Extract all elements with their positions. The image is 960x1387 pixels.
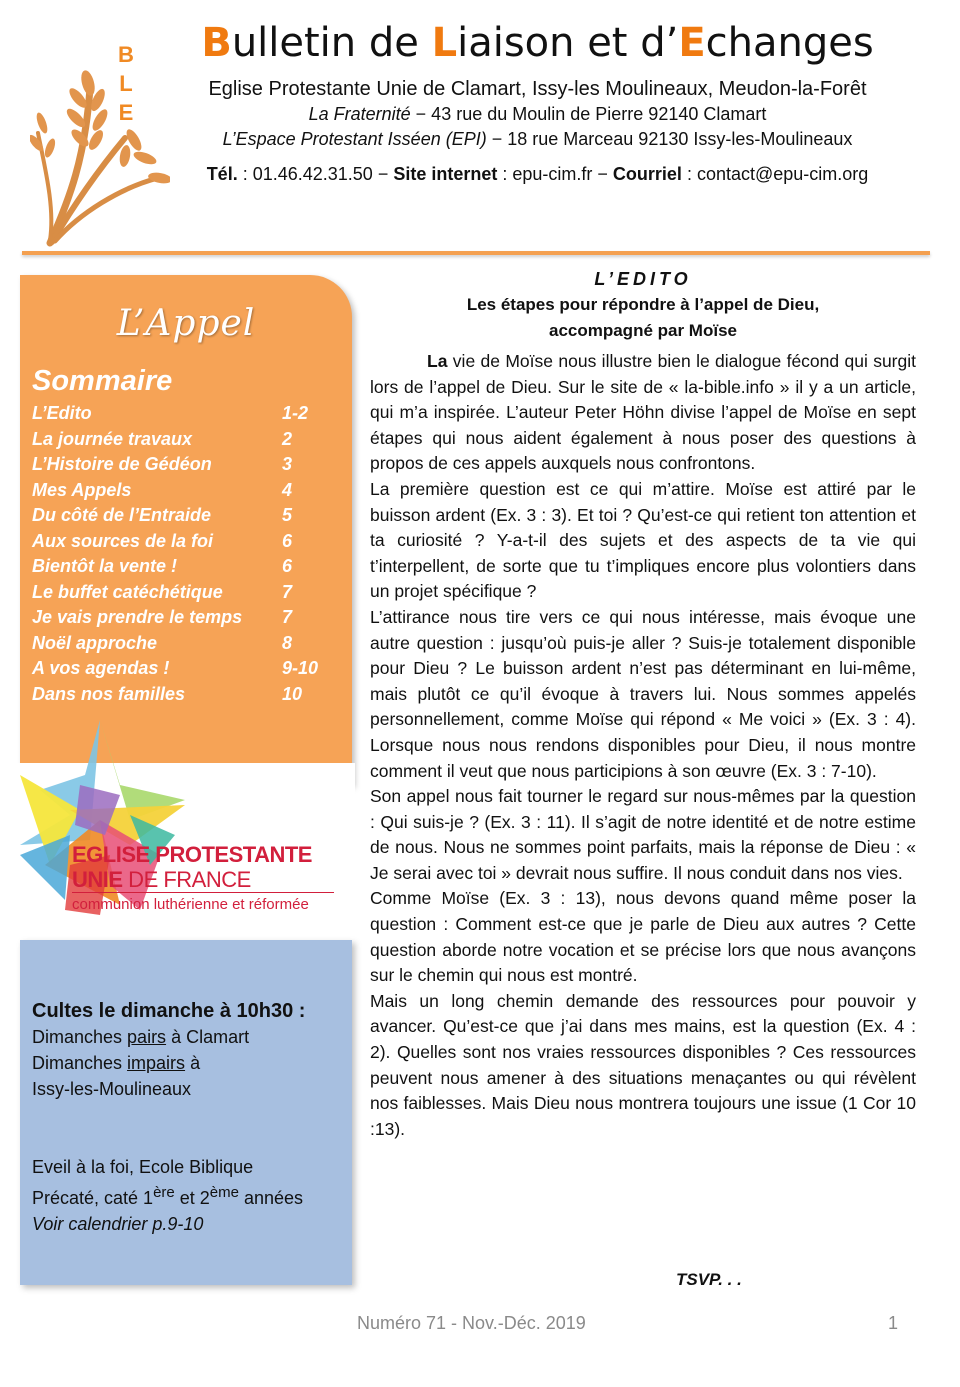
masthead <box>155 20 920 186</box>
cultes-text: pairs <box>127 1027 167 1047</box>
church-name: Eglise Protestante Unie de Clamart, Issy-les Moulineaux, Meudon-la-Forêt <box>208 78 867 100</box>
cultes-text: années <box>238 1188 304 1208</box>
toc-page: 6 <box>282 556 293 576</box>
cultes-line <box>32 1211 342 1237</box>
edito-body <box>370 349 916 1142</box>
ble-letters <box>118 40 134 127</box>
address-detail: − 18 rue Marceau 92130 Issy-les-Moulineaux <box>486 129 853 149</box>
spacer <box>32 1102 342 1154</box>
lead-word: La <box>427 351 448 371</box>
address-name: La Fraternité <box>308 104 411 124</box>
epu-line2 <box>72 867 334 892</box>
list-item <box>32 554 332 580</box>
toc-page: 10 <box>282 683 303 704</box>
edito-kicker: L’EDITO <box>594 269 692 289</box>
edito-headline: accompagné par Moïse <box>548 321 737 340</box>
paragraph: Comme Moïse (Ex. 3 : 13), nous devons quand même poser la question : Comment est-ce que je parle de Dieu aux autres ? Cette question aborde notre vocation et se précise lors que nous avançons sur le chemin qui nous est montré. <box>370 888 916 986</box>
list-item <box>32 427 332 453</box>
list-item <box>32 503 332 529</box>
list-item <box>32 631 332 657</box>
cultes-text: à Clamart <box>166 1027 250 1047</box>
toc-page: 8 <box>282 632 293 653</box>
cultes-line: Eveil à la foi, Ecole Biblique <box>32 1157 254 1177</box>
list-item <box>32 656 332 682</box>
toc-label: Noël approche <box>32 632 158 653</box>
sommaire-panel <box>20 275 352 785</box>
bulletin-title <box>155 20 920 66</box>
paragraph-text: vie de Moïse nous illustre bien le dialogue fécond qui surgit lors de l’appel de Dieu. Sur le site de « la-bible.info » il y a un article, qui m’a inspirée. L’auteur Peter Höhn divise l’appel de Moïse en sept étapes qui nous aident également à nous poser des questions à propos de ces appels auxquels nous confrontons. <box>370 351 916 474</box>
list-item <box>32 605 332 631</box>
toc-page: 6 <box>282 530 293 551</box>
cultes-line <box>32 1050 342 1076</box>
paragraph: La première question est ce qui m’attire. Moïse est attiré par le buisson ardent (Ex. 3 : 3). Et toi ? Qu’est-ce qui retient ton attention et ta curiosité ? Y-a-t-il des sujets et des aspects de ta vie qui t’interpellent, de sorte que tu t’impliques encore plus volontiers dans un projet spécifique ? <box>370 478 916 602</box>
list-item <box>32 580 332 606</box>
toc-page: 7 <box>282 607 293 627</box>
mail-label: Courriel <box>612 164 682 184</box>
paragraph: L’attirance nous tire vers ce qui nous intéresse, mais évoque une autre question : jusqu’où puis-je aller ? Suis-je totalement disponible pour Dieu ? Le buisson ardent n’est pas déterminant en lui-même, mais plutôt ce qu’il évoque à travers lui. Nous sommes appelés personnellement, comme Moïse qui répond « Me voici » (Ex. 3 : 4). Lorsque nous nous rendons disponibles pour Dieu, il nous montre comment il veut que nous participions à son œuvre (Ex. 3 : 7-10). <box>370 606 916 781</box>
tel-label: Tél. <box>206 164 238 184</box>
title-part: E <box>678 20 706 66</box>
edito-header <box>370 266 916 344</box>
cultes-sup: ème <box>209 1184 239 1201</box>
list-item <box>32 682 332 708</box>
edito-headline: Les étapes pour répondre à l’appel de Dieu, <box>466 295 820 314</box>
epu-line1: EGLISE PROTESTANTE <box>72 842 312 867</box>
ble-letter: E <box>118 100 134 125</box>
toc-label: L’Histoire de Gédéon <box>32 454 212 474</box>
toc-page: 1-2 <box>282 403 309 423</box>
cultes-heading: Cultes le dimanche à 10h30 : <box>32 1000 306 1022</box>
toc-page: 9-10 <box>282 658 319 678</box>
header-divider <box>22 251 930 255</box>
title-part: B <box>201 20 232 66</box>
epu-de-france: DE FRANCE <box>122 867 251 892</box>
list-item <box>32 452 332 478</box>
toc-label: Je vais prendre le temps <box>32 607 243 627</box>
cultes-text: et 2 <box>174 1188 210 1208</box>
cultes-text: Dimanches <box>32 1053 128 1073</box>
epu-unie: UNIE <box>72 867 123 892</box>
epu-tagline: communion luthérienne et réformée <box>72 892 334 916</box>
cultes-text: Précaté, caté 1 <box>32 1188 154 1208</box>
issue-theme-title: L’Appel <box>116 303 256 344</box>
turn-page-note: TSVP. . . <box>676 1270 742 1289</box>
toc-page: 3 <box>282 454 293 474</box>
cultes-line <box>32 1180 342 1211</box>
toc-page: 4 <box>282 479 293 500</box>
toc-label: Bientôt la vente ! <box>32 556 178 576</box>
edito-article <box>370 266 916 1142</box>
cultes-sup: ère <box>153 1184 175 1201</box>
title-part: iaison et d’ <box>457 20 679 66</box>
title-part: changes <box>705 20 874 66</box>
toc-label: La journée travaux <box>32 428 193 449</box>
title-part: ulletin de <box>231 20 432 66</box>
list-item <box>32 529 332 555</box>
toc-label: Du côté de l’Entraide <box>32 505 212 525</box>
list-item <box>32 401 332 427</box>
sommaire-list <box>32 401 332 707</box>
tel-value: : 01.46.42.31.50 − <box>237 164 394 184</box>
toc-page: 5 <box>282 505 293 525</box>
contact-line <box>155 162 920 186</box>
cultes-panel <box>20 940 352 1285</box>
address-fraternite <box>155 102 920 127</box>
paragraph <box>370 349 916 477</box>
cultes-text: Dimanches <box>32 1027 128 1047</box>
mail-value: : contact@epu-cim.org <box>681 164 869 184</box>
address-detail: − 43 rue du Moulin de Pierre 92140 Clamart <box>410 104 767 124</box>
cultes-line <box>32 1024 342 1050</box>
address-name: L’Espace Protestant Isséen (EPI) <box>222 129 487 149</box>
title-part: L <box>431 20 458 66</box>
toc-label: Aux sources de la foi <box>32 530 214 551</box>
toc-page: 7 <box>282 581 293 602</box>
cultes-content <box>32 998 342 1237</box>
address-epi <box>155 127 920 152</box>
page-number: 1 <box>888 1313 899 1333</box>
toc-label: Le buffet catéchétique <box>32 581 223 602</box>
cultes-line: Issy-les-Moulineaux <box>32 1079 192 1099</box>
paragraph: Son appel nous fait tourner le regard sur nous-mêmes par la question : Qui suis-je ? (Ex. 3 : 11). Il s’agit de notre identité et de notre estime de nous. Nous ne sommes point parfaits, mais la réponse de Dieu : « Je serai avec toi » devrait nous suffire. Il nous conduit dans nos vies. <box>370 786 916 883</box>
cultes-text: Voir calendrier p.9-10 <box>32 1214 204 1234</box>
toc-label: L’Edito <box>32 403 92 423</box>
epu-wordmark <box>72 842 334 916</box>
site-value: : epu-cim.fr − <box>497 164 613 184</box>
toc-page: 2 <box>282 428 293 449</box>
ble-letter: L <box>119 71 133 96</box>
paragraph: Mais un long chemin demande des ressources pour pouvoir y avancer. Qu’est-ce que j’ai dans mes mains, est la question (Ex. 4 : 2). Quelles sont nos vraies ressources disponibles ? Ces ressources peuvent nous amener à des situations menaçantes ou qui révèlent nos faiblesses. Mais Dieu nous montrera toujours une issue (1 Cor 10 :13). <box>370 990 916 1139</box>
toc-label: Mes Appels <box>32 479 132 500</box>
toc-label: Dans nos familles <box>32 683 186 704</box>
wheat-logo-icon <box>30 28 170 248</box>
list-item <box>32 478 332 504</box>
toc-label: A vos agendas ! <box>32 658 170 678</box>
site-label: Site internet <box>393 164 498 184</box>
ble-letter: B <box>118 42 134 67</box>
cultes-text: impairs <box>127 1053 186 1073</box>
issue-footer: Numéro 71 - Nov.-Déc. 2019 <box>357 1313 586 1333</box>
sommaire-heading: Sommaire <box>32 365 173 397</box>
cultes-text: à <box>185 1053 201 1073</box>
